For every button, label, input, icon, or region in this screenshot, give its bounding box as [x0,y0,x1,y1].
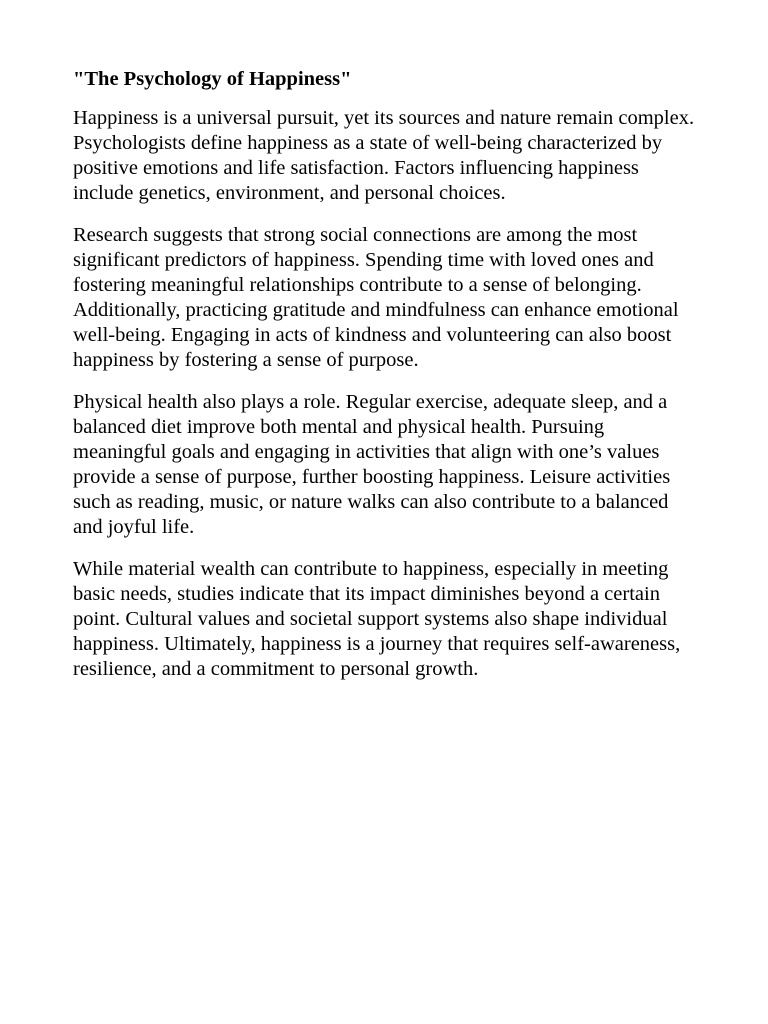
paragraph-physical-health: Physical health also plays a role. Regular exercise, adequate sleep, and a balanced diet improve both mental and physical health. Pursuing meaningful goals and engaging in activities that align with one’s values provide a sense of purpose, further boosting happiness. Leisure activities such as reading, music, or nature walks can also contribute to a balanced and joyful life. [73,391,671,538]
document-title: "The Psychology of Happiness" [73,68,352,90]
paragraph-social-connections: Research suggests that strong social connections are among the most significant predictors of happiness. Spending time with loved ones and fostering meaningful relationships contribute to a sense of belonging. Additionally, practicing gratitude and mindfulness can enhance emotional well-being. Engaging in acts of kindness and volunteering can also boost happiness by fostering a sense of purpose. [73,224,679,371]
paragraph-introduction: Happiness is a universal pursuit, yet its sources and nature remain complex. Psychologists define happiness as a state of well-being characterized by positive emotions and life satisfaction. Factors influencing happiness include genetics, environment, and personal choices. [73,107,695,204]
paragraph-wealth-conclusion: While material wealth can contribute to happiness, especially in meeting basic needs, studies indicate that its impact diminishes beyond a certain point. Cultural values and societal support systems also shape individual happiness. Ultimately, happiness is a journey that requires self-awareness, resilience, and a commitment to personal growth. [73,558,681,680]
